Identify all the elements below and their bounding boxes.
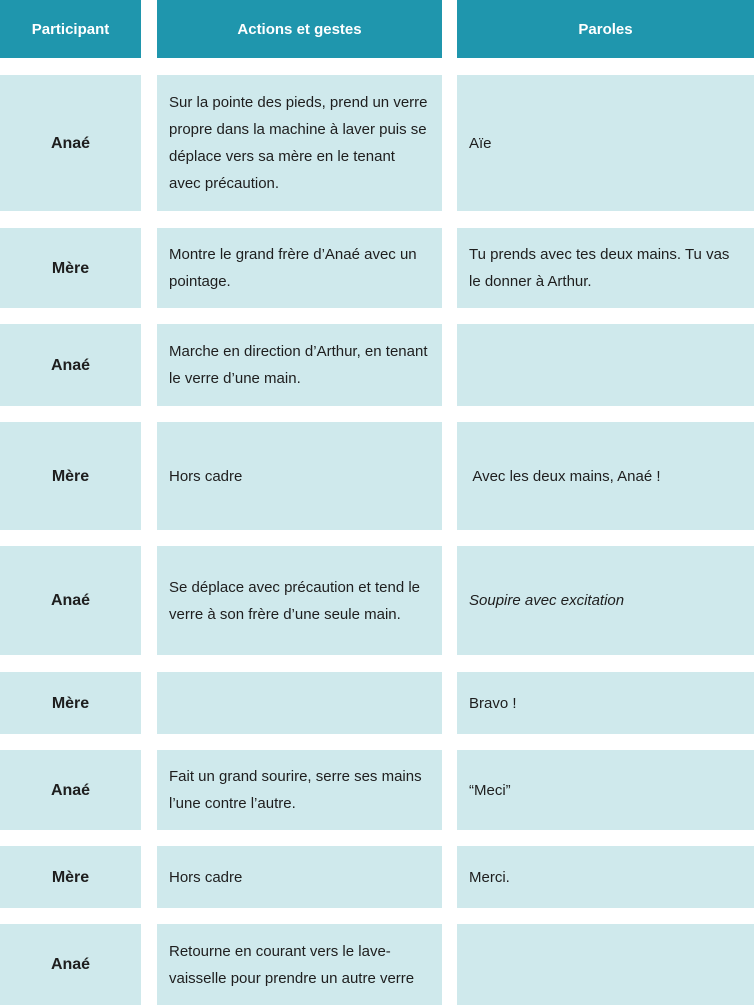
row-2-action: Montre le grand frère d’Anaé avec un pointage. bbox=[157, 228, 442, 308]
row-3-parole bbox=[457, 324, 754, 406]
row-4-action: Hors cadre bbox=[157, 422, 442, 530]
row-9-action: Retourne en courant vers le lave-vaisselle pour prendre un autre verre bbox=[157, 924, 442, 1005]
row-5-participant: Anaé bbox=[0, 546, 141, 655]
header-actions: Actions et gestes bbox=[157, 0, 442, 58]
row-1-participant: Anaé bbox=[0, 75, 141, 211]
row-6-action bbox=[157, 672, 442, 734]
header-participant: Participant bbox=[0, 0, 141, 58]
row-7-action: Fait un grand sourire, serre ses mains l’une contre l’autre. bbox=[157, 750, 442, 830]
row-5-parole: Soupire avec excitation bbox=[457, 546, 754, 655]
row-8-participant: Mère bbox=[0, 846, 141, 908]
row-5-action: Se déplace avec précaution et tend le verre à son frère d’une seule main. bbox=[157, 546, 442, 655]
row-3-action: Marche en direction d’Arthur, en tenant le verre d’une main. bbox=[157, 324, 442, 406]
row-8-action: Hors cadre bbox=[157, 846, 442, 908]
row-9-parole bbox=[457, 924, 754, 1005]
row-4-parole: Avec les deux mains, Anaé ! bbox=[457, 422, 754, 530]
row-7-parole: “Meci” bbox=[457, 750, 754, 830]
row-9-participant: Anaé bbox=[0, 924, 141, 1005]
row-6-parole: Bravo ! bbox=[457, 672, 754, 734]
row-2-participant: Mère bbox=[0, 228, 141, 308]
row-1-action: Sur la pointe des pieds, prend un verre propre dans la machine à laver puis se déplace vers sa mère en le tenant avec précaution. bbox=[157, 75, 442, 211]
row-8-parole: Merci. bbox=[457, 846, 754, 908]
row-4-participant: Mère bbox=[0, 422, 141, 530]
row-3-participant: Anaé bbox=[0, 324, 141, 406]
row-1-parole: Aïe bbox=[457, 75, 754, 211]
row-2-parole: Tu prends avec tes deux mains. Tu vas le donner à Arthur. bbox=[457, 228, 754, 308]
header-paroles: Paroles bbox=[457, 0, 754, 58]
row-7-participant: Anaé bbox=[0, 750, 141, 830]
row-6-participant: Mère bbox=[0, 672, 141, 734]
